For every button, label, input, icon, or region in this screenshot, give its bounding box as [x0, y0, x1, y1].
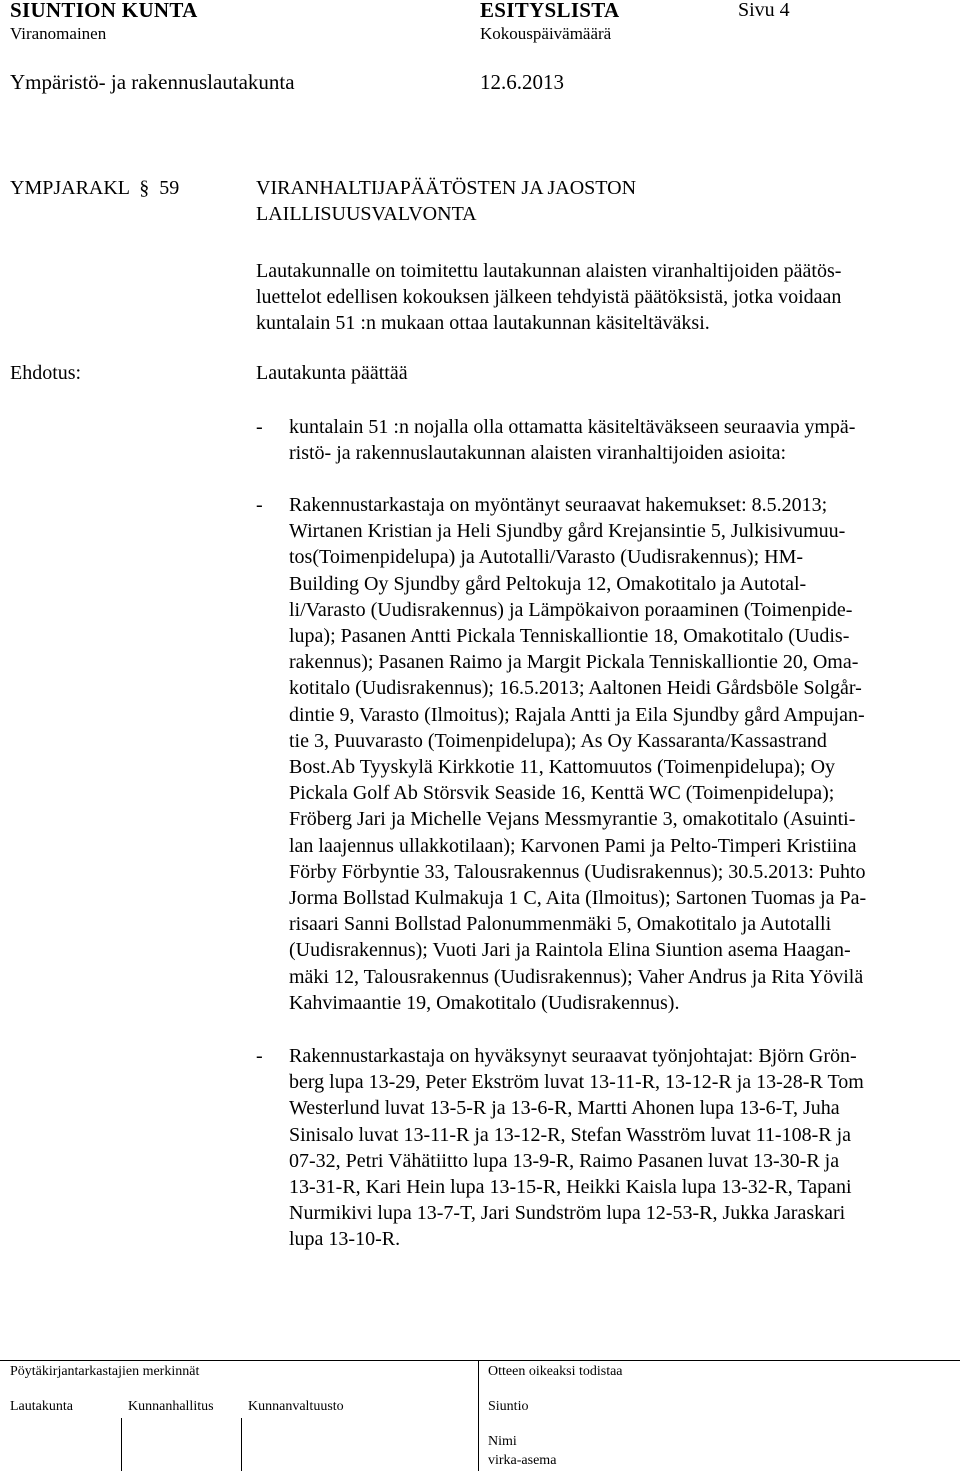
item-line: Rakennustarkastaja on hyväksynyt seuraavat työnjohtajat: Björn Grön-	[289, 1045, 857, 1067]
municipality-name: SIUNTION KUNTA	[10, 0, 198, 22]
list-dash: -	[256, 494, 263, 516]
item-line: dintie 9, Varasto (Ilmoitus); Rajala Antti ja Eila Sjundby gård Ampujan-	[289, 703, 865, 726]
item-line: tos(Toimenpidelupa) ja Autotalli/Varasto (Uudisrakennus); HM-	[289, 546, 804, 569]
intro-line: Lautakunnalle on toimitettu lautakunnan alaisten viranhaltijoiden päätös-	[256, 260, 842, 282]
proposal-text: Lautakunta päättää	[256, 362, 408, 384]
item-line: Jorma Bollstad Kulmakuja 1 C, Aita (Ilmoitus); Sartonen Tuomas ja Pa-	[289, 887, 867, 910]
item-line: lupa); Pasanen Antti Pickala Tenniskalliontie 18, Omakotitalo (Uudis-	[289, 625, 850, 648]
item-line: rakennus); Pasanen Raimo ja Margit Pickala Tenniskalliontie 20, Oma-	[289, 651, 859, 674]
item-line: lupa 13-10-R.	[289, 1228, 401, 1251]
section-sign-icon: §	[134, 177, 155, 199]
list-dash: -	[256, 1045, 263, 1067]
item-line: li/Varasto (Uudisrakennus) ja Lämpökaivon poraaminen (Toimenpide-	[289, 598, 853, 621]
footer-col-lautakunta: Lautakunta	[10, 1399, 73, 1414]
certified-label: Otteen oikeaksi todistaa	[488, 1364, 623, 1379]
item-line: tie 3, Puuvarasto (Toimenpidelupa); As Oy Kassaranta/Kassastrand	[289, 729, 827, 752]
footer-place: Siuntio	[488, 1399, 529, 1414]
item-line: Westerlund luvat 13-5-R ja 13-6-R, Martti Ahonen lupa 13-6-T, Juha	[289, 1097, 840, 1120]
intro-line: kuntalain 51 :n mukaan ottaa lautakunnan käsiteltäväksi.	[256, 312, 710, 335]
intro-paragraph	[256, 258, 956, 337]
section-id	[10, 177, 179, 200]
item-line: berg lupa 13-29, Peter Ekström luvat 13-11-R, 13-12-R ja 13-28-R Tom	[289, 1071, 864, 1094]
footer-title-label: virka-asema	[488, 1453, 557, 1468]
item-line: lan laajennus ullakkotilaan); Karvonen Pami ja Pelto-Timperi Kristiina	[289, 834, 857, 857]
document-type: ESITYSLISTA	[480, 0, 620, 22]
footer-name-label: Nimi	[488, 1434, 517, 1449]
item-line: Fröberg Jari ja Michelle Vejans Messmyrantie 3, omakotitalo (Asuinti-	[289, 808, 856, 831]
item-line: 13-31-R, Kari Hein lupa 13-15-R, Heikki Kaisla lupa 13-32-R, Tapani	[289, 1176, 852, 1199]
item-line: (Uudisrakennus); Vuoti Jari ja Raintola Elina Siuntion asema Haagan-	[289, 939, 851, 962]
item-line: ristö- ja rakennuslautakunnan alaisten viranhaltijoiden asioita:	[289, 442, 787, 465]
item-line: Kahvimaantie 19, Omakotitalo (Uudisrakennus).	[289, 991, 680, 1014]
page-number: Sivu 4	[738, 0, 790, 21]
footer-col-divider-1	[121, 1418, 122, 1471]
section-title-line2: LAILLISUUSVALVONTA	[256, 203, 477, 225]
minutes-checkers-label: Pöytäkirjantarkastajien merkinnät	[10, 1364, 200, 1379]
footer-top-rule	[0, 1360, 960, 1361]
meeting-date: 12.6.2013	[480, 70, 564, 94]
item-line: 07-32, Petri Vähätiitto lupa 13-9-R, Raimo Pasanen luvat 13-30-R ja	[289, 1149, 840, 1172]
item-line: Förby Förbyntie 33, Talousrakennus (Uudisrakennus); 30.5.2013: Puhto	[289, 860, 866, 883]
section-title-line1: VIRANHALTIJAPÄÄTÖSTEN JA JAOSTON	[256, 177, 637, 199]
list-dash: -	[256, 416, 263, 438]
section-id-text: YMPJARAKL	[10, 177, 130, 199]
item-line: Rakennustarkastaja on myöntänyt seuraavat hakemukset: 8.5.2013;	[289, 494, 828, 516]
authority-name: Ympäristö- ja rakennuslautakunta	[10, 70, 295, 94]
item-line: Pickala Golf Ab Störsvik Seaside 16, Kenttä WC (Toimenpidelupa);	[289, 782, 835, 805]
item-line: Nurmikivi lupa 13-7-T, Jari Sundström lupa 12-53-R, Jukka Jaraskari	[289, 1202, 846, 1225]
item-line: risaari Sanni Bollstad Palonummenmäki 5, Omakotitalo ja Autotalli	[289, 913, 832, 936]
meeting-date-label: Kokouspäivämäärä	[480, 24, 612, 43]
item-line: kotitalo (Uudisrakennus); 16.5.2013; Aaltonen Heidi Gårdsböle Solgår-	[289, 677, 862, 700]
intro-line: luettelot edellisen kokouksen jälkeen tehdyistä päätöksistä, jotka voidaan	[256, 286, 842, 309]
item-line: Wirtanen Kristian ja Heli Sjundby gård Krejansintie 5, Julkisivumuu-	[289, 520, 846, 543]
item-line: Building Oy Sjundby gård Peltokuja 12, Omakotitalo ja Autotal-	[289, 572, 807, 595]
list-item	[256, 492, 956, 1016]
list-item	[256, 1043, 956, 1253]
item-line: kuntalain 51 :n nojalla olla ottamatta käsiteltäväkseen seuraavia ympä-	[289, 416, 856, 438]
footer-col-kunnanhallitus: Kunnanhallitus	[128, 1399, 214, 1414]
proposal-label: Ehdotus:	[10, 362, 82, 384]
footer-col-kunnanvaltuusto: Kunnanvaltuusto	[248, 1399, 344, 1414]
item-line: Sinisalo luvat 13-11-R ja 13-12-R, Stefan Wasström luvat 11-108-R ja	[289, 1123, 852, 1146]
section-number: 59	[159, 177, 180, 199]
item-line: Bost.Ab Tyyskylä Kirkkotie 11, Kattomuutos (Toimenpidelupa); Oy	[289, 756, 836, 779]
authority-label: Viranomainen	[10, 24, 107, 43]
footer-col-divider-2	[241, 1418, 242, 1471]
item-line: mäki 12, Talousrakennus (Uudisrakennus); Vaher Andrus ja Rita Yövilä	[289, 965, 864, 988]
list-item	[256, 414, 956, 466]
footer-center-divider	[478, 1360, 479, 1471]
